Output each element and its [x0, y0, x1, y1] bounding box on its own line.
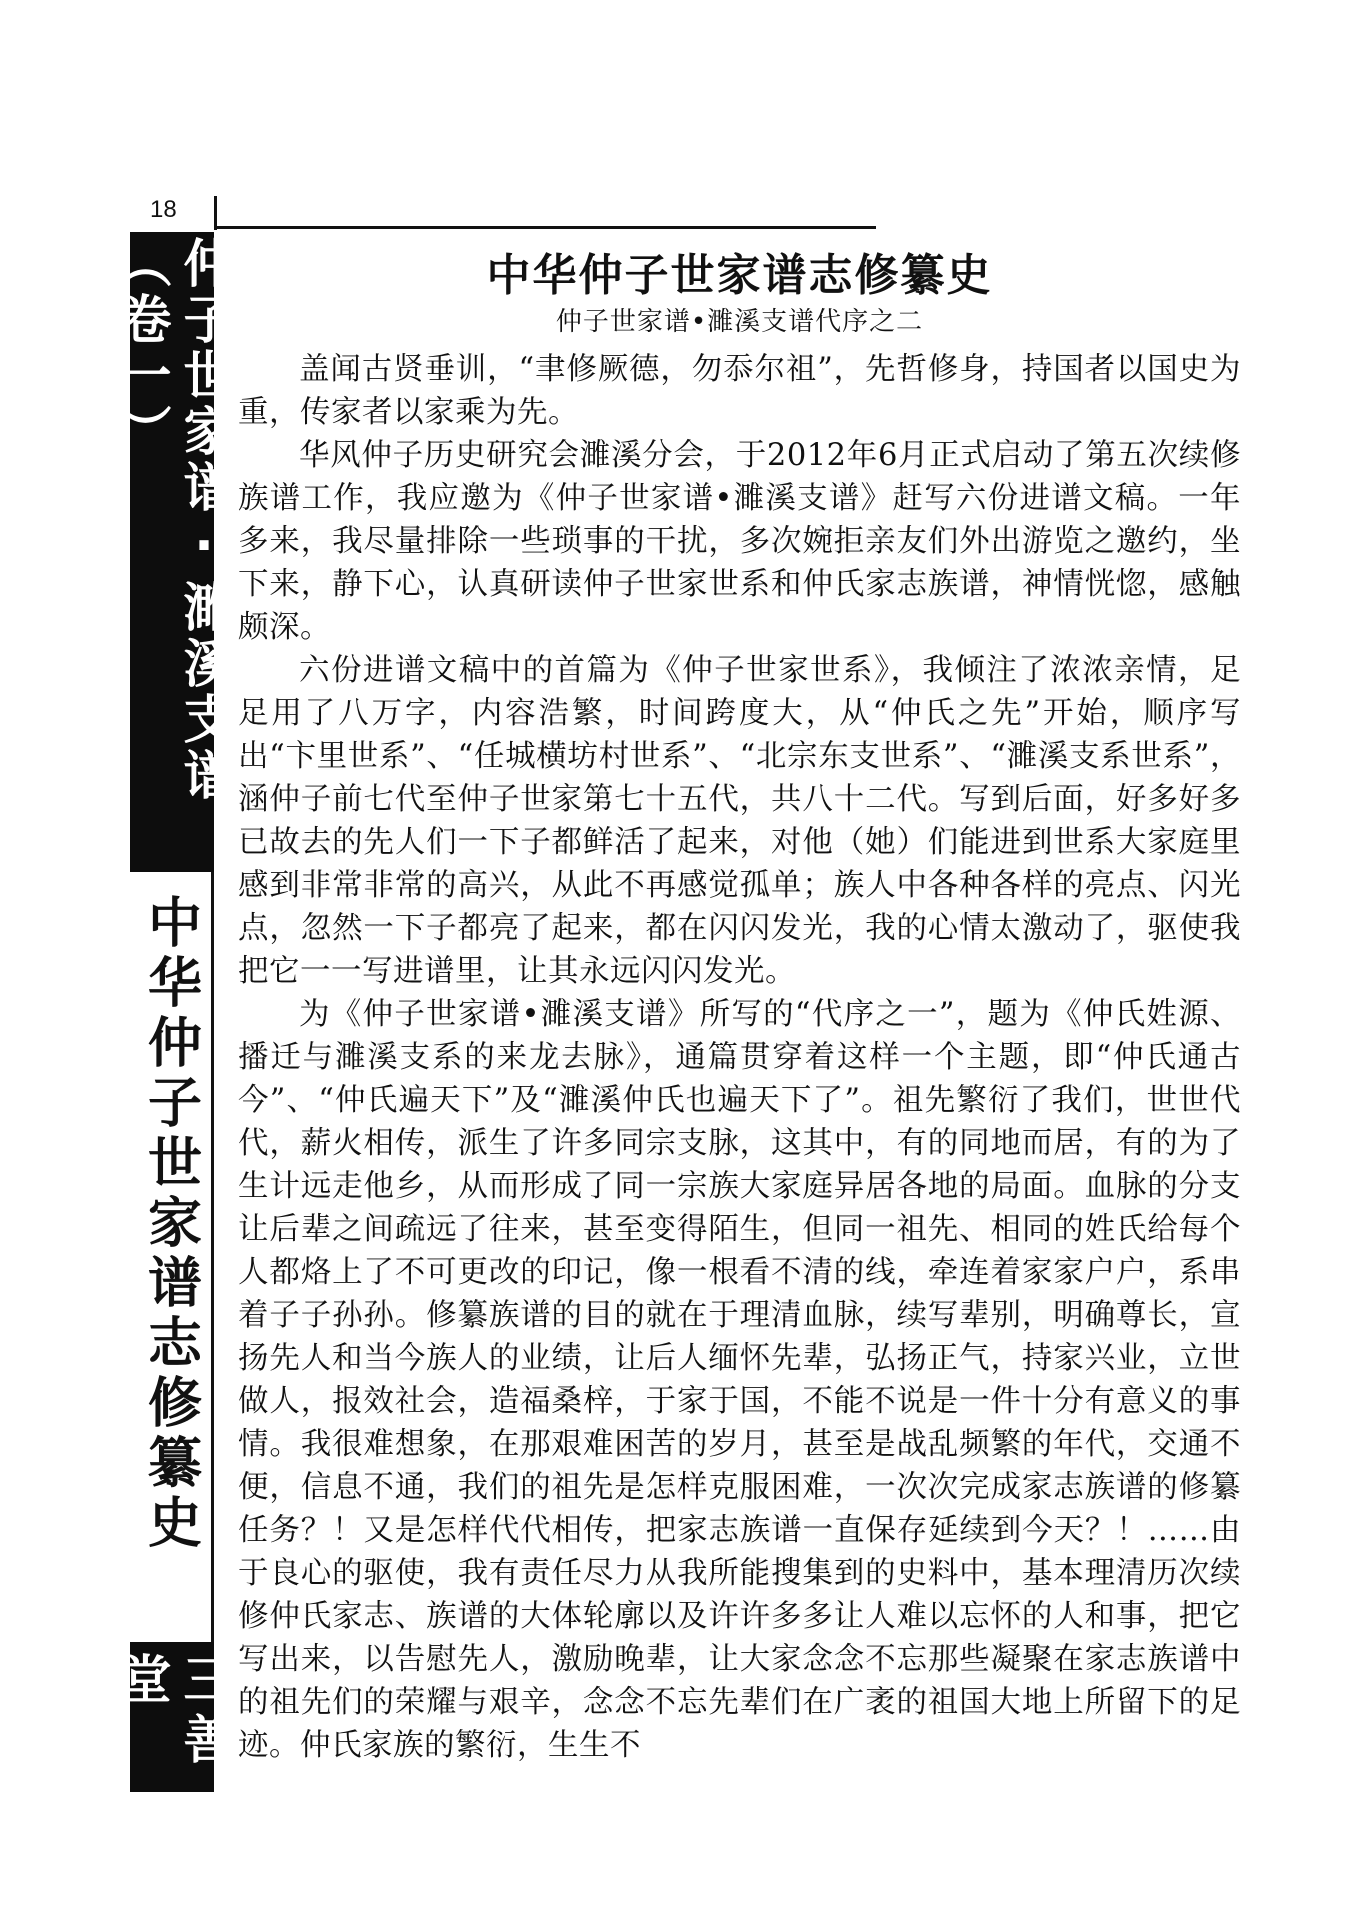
side-book-title-block — [110, 232, 234, 872]
side-column — [110, 232, 234, 1792]
paragraph-4: 为《仲子世家谱•濉溪支谱》所写的“代序之一”，题为《仲氏姓源、播迁与濉溪支系的来龙去脉》，通篇贯穿着这样一个主题，即“仲氏通古今”、“仲氏遍天下”及“濉溪仲氏也遍天下了”。祖先繁衍了我们，世世代代，薪火相传，派生了许多同宗支脉，这其中，有的同地而居，有的为了生计远走他乡，从而形成了同一宗族大家庭异居各地的局面。血脉的分支让后辈之间疏远了往来，甚至变得陌生，但同一祖先、相同的姓氏给每个人都烙上了不可更改的印记，像一根看不清的线，牵连着家家户户，系串着子子孙孙。修纂族谱的目的就在于理清血脉，续写辈别，明确尊长，宣扬先人和当今族人的业绩，让后人缅怀先辈，弘扬正气，持家兴业，立世做人，报效社会，造福桑梓，于家于国，不能不说是一件十分有意义的事情。我很难想象，在那艰难困苦的岁月，甚至是战乱频繁的年代，交通不便，信息不通，我们的祖先是怎样克服困难，一次次完成家志族谱的修纂任务？！又是怎样代代相传，把家志族谱一直保存延续到今天？！……由于良心的驱使，我有责任尽力从我所能搜集到的史料中，基本理清历次续修仲氏家志、族谱的大体轮廓以及许许多多让人难以忘怀的人和事，把它写出来，以告慰先人，激励晚辈，让大家念念不忘那些凝聚在家志族谱中的祖先们的荣耀与艰辛，念念不忘先辈们在广袤的祖国大地上所留下的足迹。仲氏家族的繁衍，生生不 — [238, 997, 1241, 1763]
side-hall-name: 三善堂 — [110, 1652, 234, 1772]
side-chapter-title: 中华仲子世家谱志修纂史 — [139, 894, 203, 1554]
page-number: 18 — [150, 196, 177, 223]
article-subtitle: 仲子世家谱•濉溪支谱代序之二 — [555, 307, 924, 337]
side-chapter-title-block — [130, 872, 214, 1642]
paragraph-2: 华风仲子历史研究会濉溪分会，于2012年6月正式启动了第五次续修族谱工作，我应邀为《仲子世家谱•濉溪支谱》赶写六份进谱文稿。一年多来，我尽量排除一些琐事的干扰，多次婉拒亲友们外出游览之邀约，坐下来，静下心，认真研读仲子世家世系和仲氏家志族谱，神情恍惚，感触颇深。 — [238, 438, 1241, 645]
paragraph-1: 盖闻古贤垂训，“聿修厥德，勿忝尔祖”，先哲修身，持国者以国史为重，传家者以家乘为先。 — [238, 352, 1241, 430]
header-horizontal-rule — [214, 226, 876, 229]
paragraph-3: 六份进谱文稿中的首篇为《仲子世家世系》，我倾注了浓浓亲情，足足用了八万字，内容浩繁，时间跨度大，从“仲氏之先”开始，顺序写出“卞里世系”、“任城横坊村世系”、“北宗东支世系”、“濉溪支系世系”，涵仲子前七代至仲子世家第七十五代，共八十二代。写到后面，好多好多已故去的先人们一下子都鲜活了起来，对他（她）们能进到世系大家庭里感到非常非常的高兴，从此不再感觉孤单；族人中各种各样的亮点、闪光点，忽然一下子都亮了起来，都在闪闪发光，我的心情太激动了，驱使我把它一一写进谱里，让其永远闪闪发光。 — [238, 653, 1241, 989]
article — [238, 248, 1241, 1767]
side-hall-name-block — [110, 1642, 234, 1792]
article-title: 中华仲子世家谱志修纂史 — [486, 250, 993, 301]
header-vertical-rule — [214, 196, 217, 230]
side-book-title: 仲子世家谱·濉溪支谱（卷一） — [110, 236, 234, 804]
